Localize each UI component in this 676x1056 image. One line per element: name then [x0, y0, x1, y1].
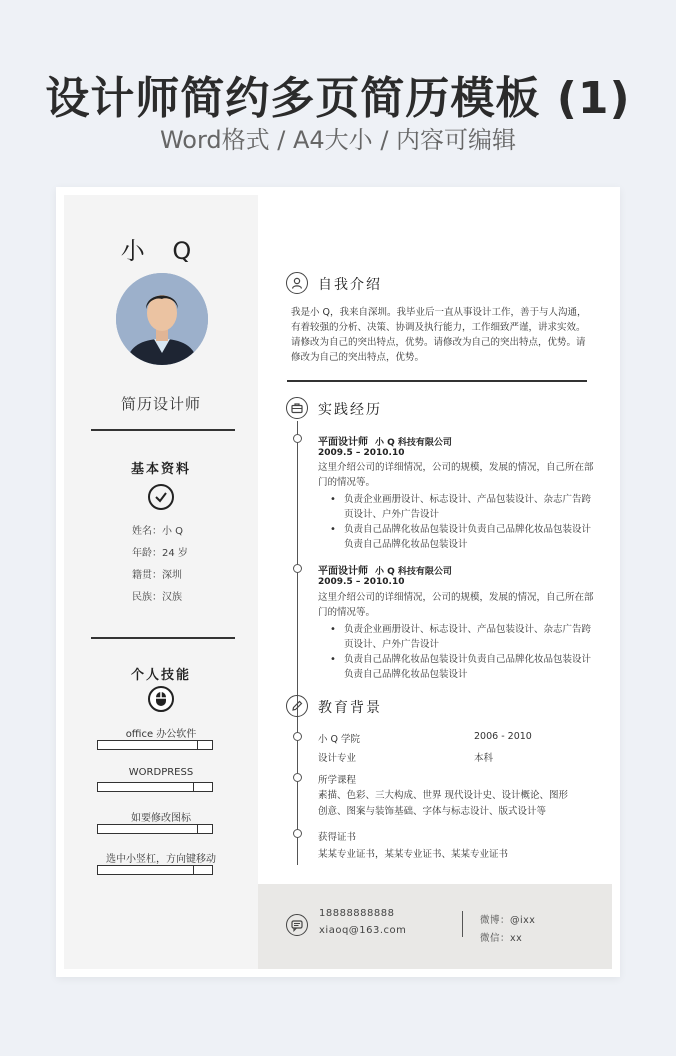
contact-email: xiaoq@163.com [319, 925, 407, 936]
certs-label: 获得证书 [318, 832, 357, 843]
avatar-portrait [116, 273, 208, 365]
intro-text: 我是小 Q，我来自深圳。我毕业后一直从事设计工作，善于与人沟通，有着较强的分析、决策、协调及执行能力，工作细致严谨，讲求实效。请修改为自己的突出特点，优势。请修改为自己的突出特点，优势。请修改为自己的突出特点，优势。 [291, 307, 587, 363]
courses-text: 素描、色彩、三大构成、世界 现代设计史、设计概论、图形创意、图案与装饰基础、字体与标志设计、版式设计等 [318, 790, 569, 817]
resume-main [258, 187, 620, 977]
info-age-row [132, 544, 188, 559]
skill-bar [97, 824, 213, 834]
info-value: 深圳 [162, 570, 182, 581]
job-heading [318, 433, 452, 448]
job-bullet: • 负责自己品牌化妆品包装设计负责自己品牌化妆品包装设计负责自己品牌化妆品包装设计 [330, 522, 594, 552]
divider [287, 380, 587, 382]
job-date: 2009.5 – 2010.10 [318, 577, 405, 587]
info-key: 民族： [132, 592, 162, 603]
education-title: 教育背景 [318, 700, 382, 716]
job-bullet: • 负责自己品牌化妆品包装设计负责自己品牌化妆品包装设计负责自己品牌化妆品包装设计 [330, 652, 594, 682]
info-key: 籍贯： [132, 570, 162, 581]
intro-title: 自我介绍 [318, 277, 382, 293]
job-company: 小 Q 科技有限公司 [374, 567, 452, 577]
school-years: 2006 - 2010 [474, 731, 532, 742]
job-description: 这里介绍公司的详细情况，公司的规模，发展的情况，自己所在部门的情况等。 [318, 592, 594, 618]
resume-sidebar [64, 195, 258, 969]
school-name: 小 Q 学院 [318, 734, 361, 745]
experience-title: 实践经历 [318, 402, 382, 418]
timeline-dot [293, 564, 302, 573]
user-icon [286, 272, 308, 294]
skill-level [98, 783, 194, 791]
job-bullets [330, 492, 594, 552]
job-company: 小 Q 科技有限公司 [374, 438, 452, 448]
chat-icon [286, 914, 308, 936]
skill-label: 选中小竖杠，方向键移动 [106, 854, 216, 865]
degree: 本科 [474, 753, 494, 764]
major: 设计专业 [318, 753, 357, 764]
skill-label: 如要修改图标 [131, 813, 191, 824]
pencil-icon [286, 695, 308, 717]
contact-divider [462, 911, 463, 937]
skills-heading: 个人技能 [130, 668, 191, 683]
contact-bar [258, 884, 612, 969]
skill-label: WORDPRESS [128, 767, 194, 778]
job-heading [318, 562, 452, 577]
timeline-dot [293, 434, 302, 443]
courses-label: 所学课程 [318, 775, 357, 786]
mouse-icon [148, 686, 174, 712]
timeline-dot [293, 829, 302, 838]
timeline-dot [293, 773, 302, 782]
divider [91, 429, 235, 431]
info-ethnicity-row [132, 588, 182, 603]
skill-level [98, 741, 198, 749]
skill-level [98, 866, 194, 874]
skill-bar [97, 740, 213, 750]
contact-phone: 18888888888 [319, 908, 395, 919]
info-value: 小 Q [162, 526, 184, 537]
info-key: 年龄： [132, 548, 162, 559]
info-name-row [132, 522, 183, 537]
contact-wechat: 微信：xx [480, 933, 523, 944]
page-title: 设计师简约多页简历模板 (1) [45, 73, 631, 124]
check-circle-icon [148, 484, 174, 510]
briefcase-icon [286, 397, 308, 419]
job-description: 这里介绍公司的详细情况，公司的规模，发展的情况，自己所在部门的情况等。 [318, 462, 594, 488]
job-date: 2009.5 – 2010.10 [318, 448, 405, 458]
job-bullet: • 负责企业画册设计、标志设计、产品包装设计、杂志广告跨页设计、户外广告设计 [330, 622, 594, 652]
timeline-dot [293, 732, 302, 741]
skill-bar [97, 782, 213, 792]
skill-bar [97, 865, 213, 875]
resume-page [56, 187, 620, 977]
job-title: 简历设计师 [120, 395, 201, 413]
divider [91, 637, 235, 639]
info-key: 姓名： [132, 526, 162, 537]
info-value: 汉族 [162, 592, 182, 603]
page-subtitle: Word格式 / A4大小 / 内容可编辑 [159, 126, 517, 154]
info-hometown-row [132, 566, 182, 581]
job-bullet: • 负责企业画册设计、标志设计、产品包装设计、杂志广告跨页设计、户外广告设计 [330, 492, 594, 522]
job-role: 平面设计师 [318, 437, 368, 448]
job-role: 平面设计师 [318, 566, 368, 577]
job-bullets [330, 622, 594, 682]
skill-label: office 办公软件 [125, 729, 197, 740]
avatar [116, 273, 208, 365]
skill-level [98, 825, 198, 833]
profile-name: 小 Q [120, 237, 202, 265]
info-value: 24 岁 [162, 548, 188, 559]
certs-text: 某某专业证书，某某专业证书、某某专业证书 [318, 849, 509, 860]
contact-weibo: 微博：@ixx [480, 915, 536, 926]
basic-info-heading: 基本资料 [130, 462, 191, 477]
